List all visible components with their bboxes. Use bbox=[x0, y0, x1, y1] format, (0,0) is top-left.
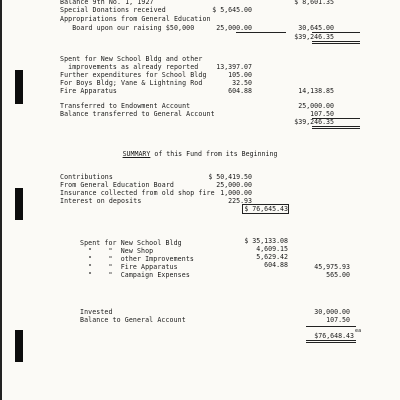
rule bbox=[306, 342, 356, 343]
spent-amount: $ 35,133.08 bbox=[244, 237, 288, 245]
spent-amount: 565.00 bbox=[326, 271, 350, 279]
transfer-amount: 107.50 bbox=[310, 110, 334, 118]
row-col1: $ 5,645.00 bbox=[212, 6, 252, 14]
row-col2: 30,645.00 bbox=[298, 24, 334, 32]
row-col1: 32.50 bbox=[232, 79, 252, 87]
summary-total: $ 76,645.43 bbox=[244, 205, 288, 213]
row-label: For Boys Bldg; Vane & Lightning Rod bbox=[60, 79, 203, 87]
balance-amount: $ 8,601.35 bbox=[294, 0, 334, 6]
row-label: Spent for New School Bldg and other bbox=[60, 55, 203, 63]
transfer-amount: 25,000.00 bbox=[298, 102, 334, 110]
transfer-label: Transferred to Endowment Account bbox=[60, 102, 191, 110]
row-col1: 25,000.00 bbox=[216, 24, 252, 32]
final-amount: 107.50 bbox=[326, 316, 350, 324]
summary-amount: 225.93 bbox=[228, 197, 252, 205]
handwritten-mark: ea bbox=[355, 328, 362, 334]
binding-mark-top bbox=[15, 70, 23, 104]
balance-label: Balance 9th No. 1, 1927 bbox=[60, 0, 154, 6]
row-col1: 13,397.07 bbox=[216, 63, 252, 71]
spent-label: " " Fire Apparatus bbox=[80, 263, 178, 271]
binding-mark-bottom bbox=[15, 330, 23, 362]
spent-label: Spent for New School Bldg bbox=[80, 239, 182, 247]
section1-total: $39,246.35 bbox=[294, 33, 334, 41]
spent-label: " " other Improvements bbox=[80, 255, 194, 263]
spent-subtotal: 45,975.93 bbox=[314, 263, 350, 271]
spent-amount: 604.88 bbox=[264, 261, 288, 269]
row-col1: 604.88 bbox=[228, 87, 252, 95]
row-label: Board upon our raising $50,000 bbox=[60, 24, 195, 32]
rule bbox=[312, 43, 360, 44]
spent-label: " " Campaign Expenses bbox=[80, 271, 190, 279]
summary-amount: $ 50,419.50 bbox=[208, 173, 252, 181]
summary-amount: 1,000.00 bbox=[220, 189, 252, 197]
row-col2: 14,138.85 bbox=[298, 87, 334, 95]
spent-amount: 4,609.15 bbox=[256, 245, 288, 253]
summary-amount: 25,000.00 bbox=[216, 181, 252, 189]
summary-heading bbox=[0, 150, 400, 158]
spent-label: " " New Shop bbox=[80, 247, 154, 255]
scan-edge bbox=[0, 0, 2, 400]
summary-label: Insurance collected from old shop fire bbox=[60, 189, 215, 197]
summary-heading-rest: of this Fund from its Beginning bbox=[150, 150, 278, 158]
rule bbox=[236, 32, 286, 33]
summary-label: Interest on deposits bbox=[60, 197, 142, 205]
transfer-label: Balance transferred to General Account bbox=[60, 110, 215, 118]
summary-label: Contributions bbox=[60, 173, 113, 181]
final-label: Balance to General Account bbox=[80, 316, 186, 324]
grand-total: $76,648.43 bbox=[314, 332, 354, 340]
section2-total: $39,246.35 bbox=[294, 118, 334, 126]
rule bbox=[312, 128, 360, 129]
rule bbox=[306, 326, 356, 327]
row-label: improvements as already reported bbox=[60, 63, 199, 71]
row-label: Further expenditures for School Bldg bbox=[60, 71, 207, 79]
row-label: Appropriations from General Education bbox=[60, 15, 211, 23]
binding-mark-middle bbox=[15, 188, 23, 220]
summary-label: From General Education Board bbox=[60, 181, 174, 189]
row-label: Special Donations received bbox=[60, 6, 166, 14]
row-label: Fire Apparatus bbox=[60, 87, 117, 95]
summary-heading-underlined: SUMMARY bbox=[122, 150, 151, 158]
final-label: Invested bbox=[80, 308, 113, 316]
spent-amount: 5,629.42 bbox=[256, 253, 288, 261]
row-col1: 105.00 bbox=[228, 71, 252, 79]
final-amount: 30,000.00 bbox=[314, 308, 350, 316]
